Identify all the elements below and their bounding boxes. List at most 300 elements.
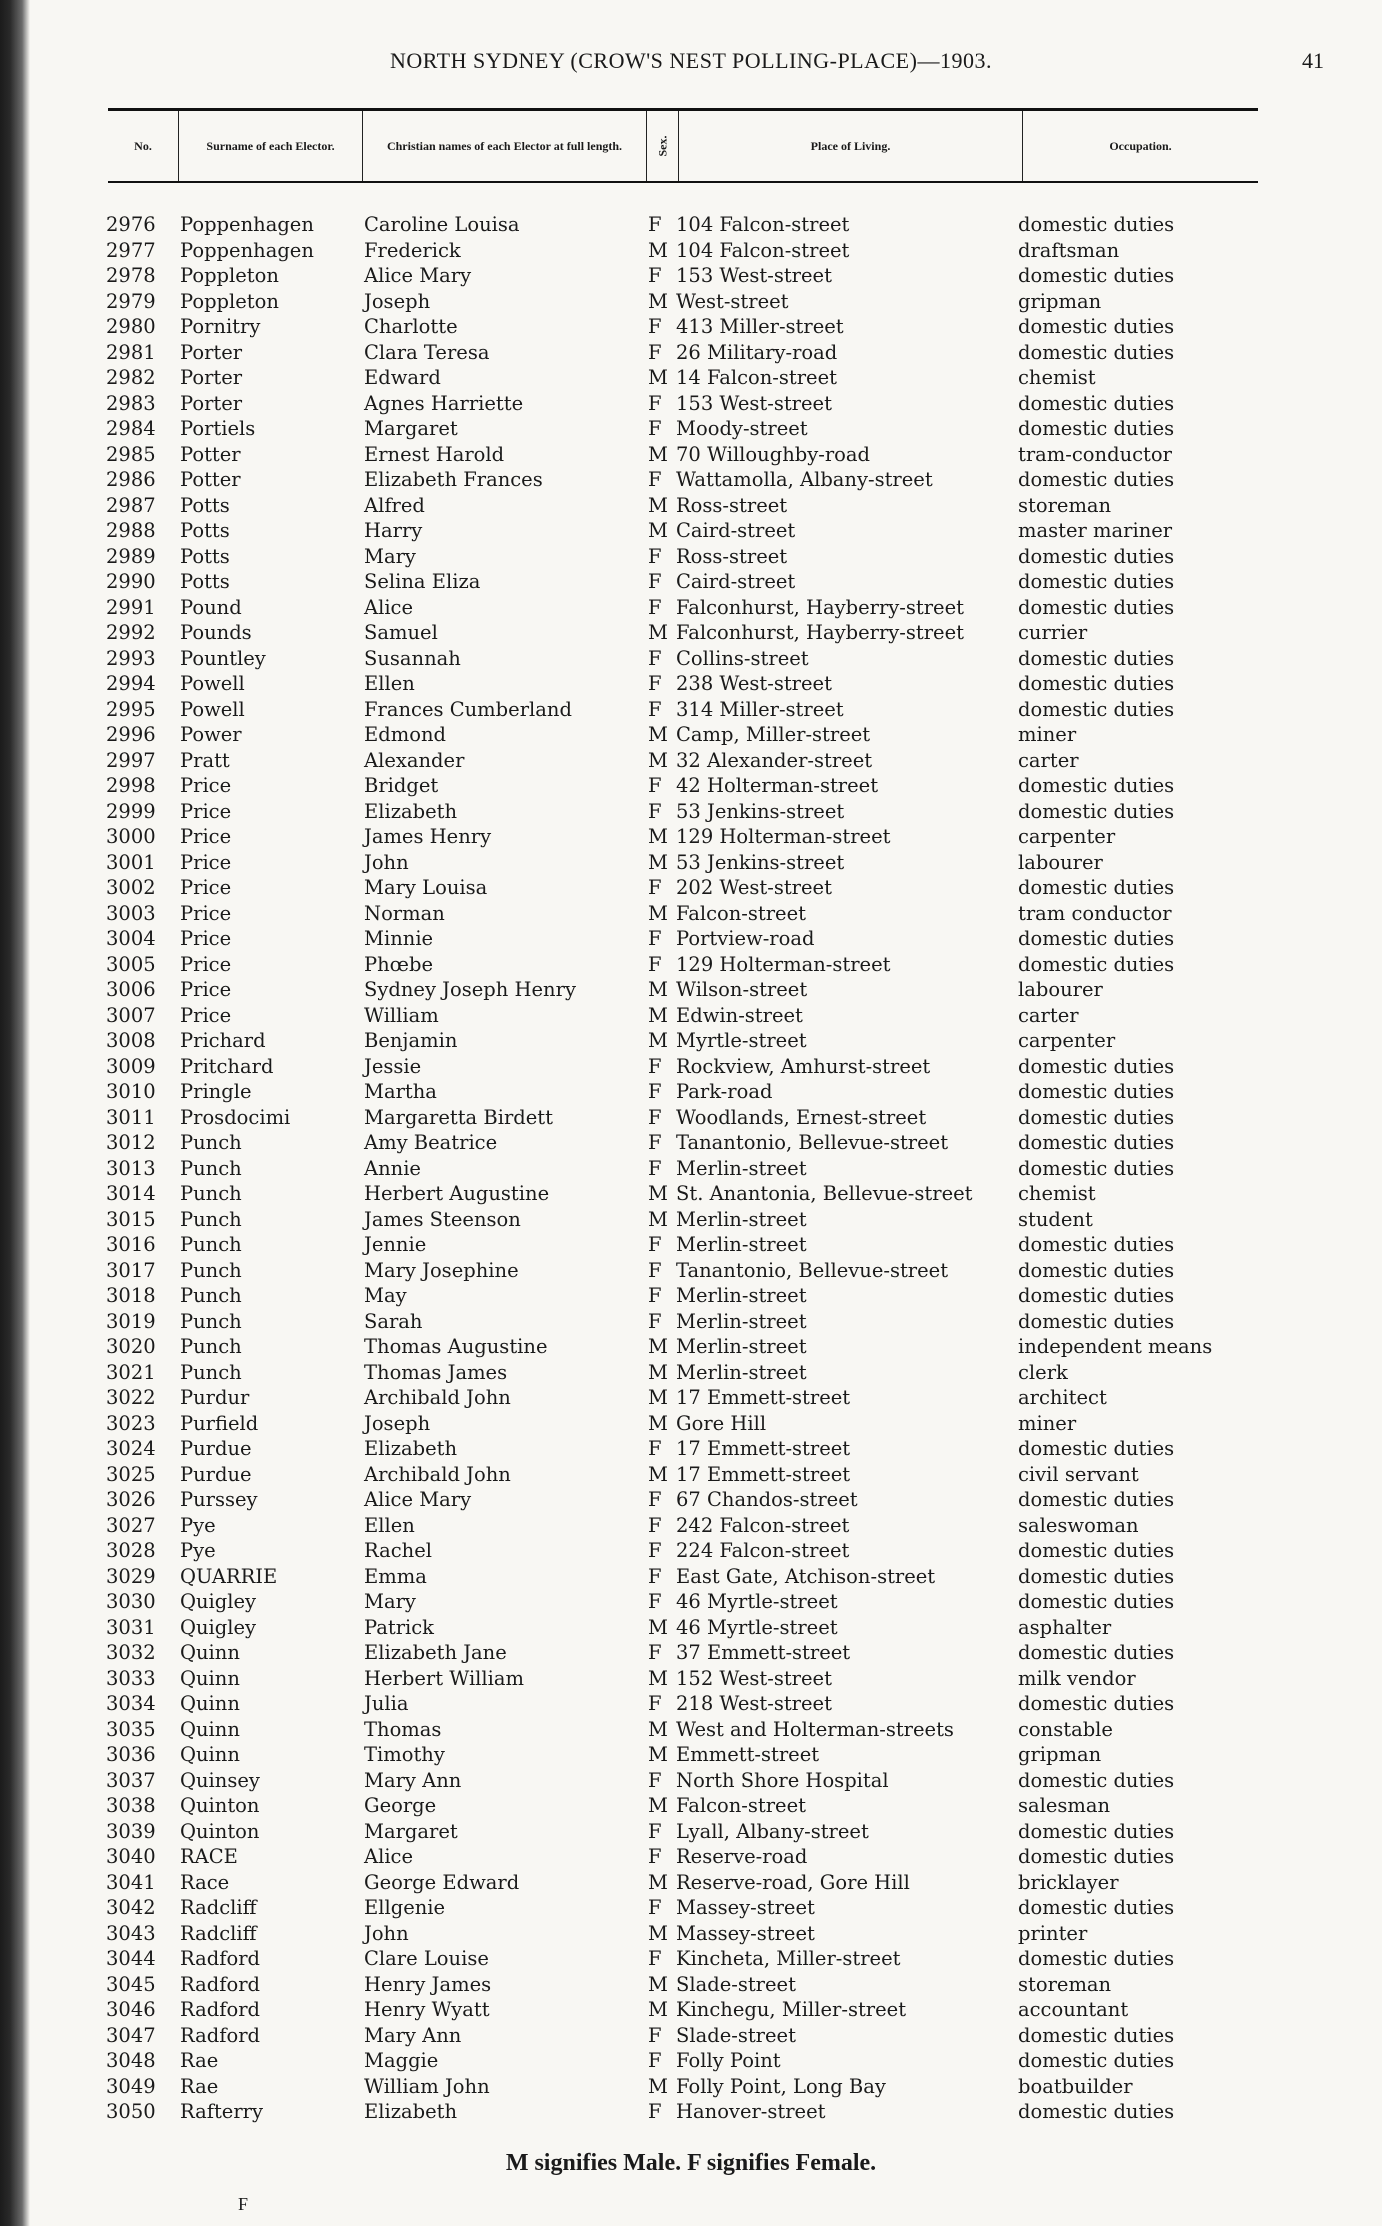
elector-number: 2996 [106,723,156,746]
elector-number: 3045 [106,1972,156,1996]
elector-number: 2987 [106,493,156,517]
elector-number: 3035 [106,1717,156,1741]
elector-number: 3029 [106,1564,156,1588]
column-header-christian-names: Christian names of each Elector at full length. [362,111,646,181]
table-row [0,1640,1382,1665]
place-of-living-cell: Massey-street [676,1921,815,1945]
surname-cell: Quinn [180,1692,240,1715]
elector-number: 3034 [106,1692,156,1715]
surname-cell: QUARRIE [180,1564,278,1588]
elector-number: 2984 [106,417,156,440]
occupation-cell: domestic duties [1018,1284,1175,1307]
place-of-living-cell: Merlin-street [676,1207,807,1231]
sex-cell: F [648,1054,662,1078]
surname-cell: Quigley [180,1590,257,1613]
table-row [0,1589,1382,1614]
christian-names-cell: Selina Eliza [364,570,481,593]
table-row [0,1742,1382,1767]
sex-cell: F [648,1845,662,1868]
sex-cell: F [648,1309,662,1333]
surname-cell: Poppenhagen [180,213,314,236]
elector-number: 2997 [106,748,156,772]
place-of-living-cell: Merlin-street [676,1360,807,1384]
place-of-living-cell: Merlin-street [676,1309,807,1333]
elector-number: 3042 [106,1896,156,1919]
christian-names-cell: Margaret [364,1819,458,1843]
place-of-living-cell: Kinchegu, Miller-street [676,1998,907,2021]
occupation-cell: domestic duties [1018,340,1175,364]
place-of-living-cell: 218 West-street [676,1692,832,1715]
sex-cell: M [648,1998,668,2021]
christian-names-cell: Timothy [364,1743,445,1766]
surname-cell: Portiels [180,417,256,440]
table-row [0,1717,1382,1742]
christian-names-cell: Mary Ann [364,2023,462,2047]
elector-number: 3006 [106,978,156,1001]
table-row [0,416,1382,441]
occupation-cell: domestic duties [1018,1156,1175,1180]
table-row [0,518,1382,543]
table-row [0,901,1382,926]
surname-cell: Quinsey [180,1768,260,1792]
christian-names-cell: Herbert William [364,1666,525,1690]
christian-names-cell: William [364,1003,439,1027]
christian-names-cell: George [364,1794,437,1817]
place-of-living-cell: Slade-street [676,2023,796,2047]
occupation-cell: domestic duties [1018,1947,1175,1970]
occupation-cell: domestic duties [1018,570,1175,593]
elector-number: 3011 [106,1105,156,1129]
christian-names-cell: Mary Louisa [364,876,488,899]
place-of-living-cell: 37 Emmett-street [676,1641,851,1664]
sex-cell: M [648,621,668,644]
table-row [0,697,1382,722]
place-of-living-cell: 153 West-street [676,391,832,415]
table-row [0,1538,1382,1563]
occupation-cell: labourer [1018,850,1103,874]
elector-number: 3004 [106,927,156,950]
elector-number: 2989 [106,544,156,568]
place-of-living-cell: Massey-street [676,1896,815,1919]
occupation-cell: domestic duties [1018,468,1175,491]
elector-number: 3005 [106,952,156,976]
sex-cell: F [648,1105,662,1129]
table-row [0,1793,1382,1818]
elector-number: 3017 [106,1258,156,1282]
sex-cell: M [648,1003,668,1027]
place-of-living-cell: Collins-street [676,646,809,670]
sex-cell: F [648,595,662,619]
sex-cell: F [648,340,662,364]
christian-names-cell: Joseph [364,289,431,313]
elector-number: 2993 [106,646,156,670]
occupation-cell: domestic duties [1018,1437,1175,1460]
place-of-living-cell: Ross-street [676,493,788,517]
surname-cell: Purdue [180,1437,252,1460]
christian-names-cell: Ellgenie [364,1896,446,1919]
column-header-place: Place of Living. [678,111,1022,181]
elector-number: 3025 [106,1462,156,1486]
christian-names-cell: William John [364,2074,490,2098]
place-of-living-cell: Gore Hill [676,1411,767,1435]
surname-cell: Pratt [180,748,230,772]
sex-cell: M [648,1207,668,1231]
surname-cell: Pounds [180,621,252,644]
elector-number: 2988 [106,519,156,542]
occupation-cell: domestic duties [1018,774,1175,797]
surname-cell: Price [180,850,232,874]
surname-cell: Quigley [180,1615,257,1639]
christian-names-cell: Susannah [364,646,461,670]
elector-number: 3023 [106,1411,156,1435]
occupation-cell: domestic duties [1018,1105,1175,1129]
place-of-living-cell: 104 Falcon-street [676,238,850,262]
place-of-living-cell: 67 Chandos-street [676,1488,858,1511]
christian-names-cell: Sydney Joseph Henry [364,978,576,1001]
christian-names-cell: Frederick [364,238,461,262]
surname-cell: Poppenhagen [180,238,314,262]
surname-cell: Punch [180,1258,242,1282]
sex-cell: M [648,1462,668,1486]
page-title: NORTH SYDNEY (CROW'S NEST POLLING-PLACE)—1903. [390,48,992,73]
sex-cell: M [648,442,668,466]
occupation-cell: student [1018,1207,1093,1231]
sex-cell: M [648,1335,668,1358]
christian-names-cell: Alice [364,1845,414,1868]
christian-names-cell: Joseph [364,1411,431,1435]
place-of-living-cell: Caird-street [676,519,796,542]
place-of-living-cell: 129 Holterman-street [676,825,891,848]
place-of-living-cell: 42 Holterman-street [676,774,879,797]
sex-cell: M [648,1386,668,1409]
christian-names-cell: Alice [364,595,414,619]
elector-number: 3016 [106,1233,156,1256]
elector-number: 3047 [106,2023,156,2047]
place-of-living-cell: East Gate, Atchison-street [676,1564,936,1588]
surname-cell: Purfield [180,1411,259,1435]
place-of-living-cell: Caird-street [676,570,796,593]
place-of-living-cell: Portview-road [676,927,815,950]
place-of-living-cell: Tanantonio, Bellevue-street [676,1131,949,1154]
sex-cell: M [648,238,668,262]
surname-cell: Punch [180,1182,242,1205]
printer-mark: F [238,2194,249,2214]
occupation-cell: domestic duties [1018,1258,1175,1282]
surname-cell: Price [180,825,232,848]
occupation-cell: domestic duties [1018,1590,1175,1613]
occupation-cell: domestic duties [1018,1845,1175,1868]
table-row [0,1768,1382,1793]
sex-cell: F [648,774,662,797]
christian-names-cell: Margaret [364,417,458,440]
elector-number: 3013 [106,1156,156,1180]
column-header-no: No. [134,139,152,153]
sex-cell: M [648,493,668,517]
surname-cell: Punch [180,1360,242,1384]
place-of-living-cell: St. Anantonia, Bellevue-street [676,1182,973,1205]
christian-names-cell: Jennie [364,1233,427,1256]
surname-cell: Radford [180,1972,260,1996]
surname-cell: Punch [180,1335,242,1358]
occupation-cell: domestic duties [1018,1309,1175,1333]
surname-cell: Price [180,774,232,797]
surname-cell: Quinn [180,1717,240,1741]
elector-number: 3015 [106,1207,156,1231]
surname-cell: Punch [180,1207,242,1231]
sex-cell: M [648,1972,668,1996]
christian-names-cell: Mary Josephine [364,1258,519,1282]
place-of-living-cell: 17 Emmett-street [676,1437,851,1460]
legend-note: M signifies Male. F signifies Female. [505,2150,877,2176]
place-of-living-cell: 46 Myrtle-street [676,1590,838,1613]
table-row [0,748,1382,773]
sex-cell: F [648,417,662,440]
christian-names-cell: James Steenson [364,1207,521,1231]
place-of-living-cell: Merlin-street [676,1284,807,1307]
table-row [0,2023,1382,2048]
place-of-living-cell: Slade-street [676,1972,796,1996]
elector-number: 3030 [106,1590,156,1613]
table-row [0,1258,1382,1283]
sex-cell: F [648,1284,662,1307]
sex-cell: M [648,289,668,313]
place-of-living-cell: 314 Miller-street [676,697,844,721]
place-of-living-cell: 153 West-street [676,264,832,287]
surname-cell: Pornitry [180,315,261,338]
elector-number: 3041 [106,1870,156,1894]
occupation-cell: accountant [1018,1998,1129,2021]
christian-names-cell: Thomas James [364,1360,508,1384]
elector-number: 3002 [106,876,156,899]
place-of-living-cell: Emmett-street [676,1743,820,1766]
christian-names-cell: Archibald John [364,1386,511,1409]
table-row [0,926,1382,951]
sex-cell: F [648,952,662,976]
surname-cell: Quinton [180,1819,260,1843]
christian-names-cell: Caroline Louisa [364,213,520,236]
surname-cell: Purdue [180,1462,252,1486]
table-row [0,1079,1382,1104]
elector-number: 2983 [106,391,156,415]
occupation-cell: storeman [1018,493,1112,517]
table-row [0,1054,1382,1079]
occupation-cell: domestic duties [1018,544,1175,568]
sex-cell: F [648,927,662,950]
table-row [0,1819,1382,1844]
christian-names-cell: Ellen [364,672,415,695]
elector-number: 2990 [106,570,156,593]
sex-cell: F [648,1437,662,1460]
elector-number: 3049 [106,2074,156,2098]
occupation-cell: constable [1018,1717,1113,1741]
place-of-living-cell: Moody-street [676,417,808,440]
occupation-cell: domestic duties [1018,1819,1175,1843]
table-row [0,1003,1382,1028]
elector-number: 3022 [106,1386,156,1409]
sex-cell: F [648,2023,662,2047]
christian-names-cell: Elizabeth Jane [364,1641,507,1664]
elector-number: 2999 [106,799,156,823]
christian-names-cell: Elizabeth [364,2100,458,2123]
occupation-cell: domestic duties [1018,672,1175,695]
surname-cell: Radford [180,1947,260,1970]
elector-number: 3050 [106,2100,156,2123]
table-row [0,1385,1382,1410]
place-of-living-cell: 70 Willoughby-road [676,442,871,466]
table-row [0,850,1382,875]
column-header-occupation: Occupation. [1022,111,1258,181]
place-of-living-cell: Edwin-street [676,1003,803,1027]
sex-cell: M [648,519,668,542]
sex-cell: M [648,748,668,772]
christian-names-cell: Charlotte [364,315,458,338]
surname-cell: Radford [180,2023,260,2047]
elector-number: 3032 [106,1641,156,1664]
sex-cell: M [648,1870,668,1894]
sex-cell: F [648,2100,662,2123]
surname-cell: Pritchard [180,1054,274,1078]
occupation-cell: chemist [1018,366,1096,389]
occupation-cell: master mariner [1018,519,1173,542]
occupation-cell: domestic duties [1018,1080,1175,1103]
christian-names-cell: Herbert Augustine [364,1182,550,1205]
table-row [0,824,1382,849]
occupation-cell: independent means [1018,1335,1213,1358]
elector-number: 3014 [106,1182,156,1205]
surname-cell: Radcliff [180,1921,257,1945]
elector-number: 3038 [106,1794,156,1817]
elector-number: 2991 [106,595,156,619]
elector-number: 3000 [106,825,156,848]
table-row [0,977,1382,1002]
table-row [0,1895,1382,1920]
place-of-living-cell: Wilson-street [676,978,808,1001]
sex-cell: F [648,1768,662,1792]
place-of-living-cell: 32 Alexander-street [676,748,873,772]
occupation-cell: domestic duties [1018,1488,1175,1511]
sex-cell: F [648,1692,662,1715]
sex-cell: F [648,213,662,236]
place-of-living-cell: 53 Jenkins-street [676,850,845,874]
place-of-living-cell: Falconhurst, Hayberry-street [676,621,964,644]
occupation-cell: domestic duties [1018,2049,1175,2072]
occupation-cell: domestic duties [1018,417,1175,440]
table-row [0,442,1382,467]
place-of-living-cell: Hanover-street [676,2100,826,2123]
surname-cell: Purssey [180,1488,258,1511]
place-of-living-cell: 238 West-street [676,672,832,695]
christian-names-cell: Patrick [364,1615,435,1639]
elector-number: 3033 [106,1666,156,1690]
occupation-cell: domestic duties [1018,213,1175,236]
occupation-cell: domestic duties [1018,595,1175,619]
table-row [0,1309,1382,1334]
christian-names-cell: Amy Beatrice [364,1131,498,1154]
sex-cell: F [648,1947,662,1970]
sex-cell: F [648,1896,662,1919]
surname-cell: Potts [180,493,230,517]
christian-names-cell: George Edward [364,1870,520,1894]
occupation-cell: currier [1018,621,1088,644]
sex-cell: M [648,825,668,848]
surname-cell: Price [180,927,232,950]
table-row [0,1334,1382,1359]
place-of-living-cell: 14 Falcon-street [676,366,837,389]
table-row [0,1462,1382,1487]
sex-cell: M [648,1743,668,1766]
table-row [0,1360,1382,1385]
sex-cell: M [648,1615,668,1639]
place-of-living-cell: Reserve-road [676,1845,808,1868]
elector-number: 3020 [106,1335,156,1358]
table-row [0,1130,1382,1155]
surname-cell: Quinn [180,1641,240,1664]
place-of-living-cell: Folly Point [676,2049,781,2072]
occupation-cell: printer [1018,1921,1088,1945]
christian-names-cell: Thomas [364,1717,442,1741]
sex-cell: M [648,1360,668,1384]
place-of-living-cell: Folly Point, Long Bay [676,2074,886,2098]
table-row [0,773,1382,798]
table-row [0,595,1382,620]
place-of-living-cell: West-street [676,289,789,313]
table-row [0,1487,1382,1512]
occupation-cell: architect [1018,1386,1107,1409]
occupation-cell: miner [1018,1411,1077,1435]
elector-number: 3012 [106,1131,156,1154]
surname-cell: Potts [180,544,230,568]
occupation-cell: civil servant [1018,1462,1139,1486]
surname-cell: Rafterry [180,2100,264,2123]
elector-number: 2982 [106,366,156,389]
christian-names-cell: Martha [364,1080,437,1103]
elector-number: 3007 [106,1003,156,1027]
elector-number: 2979 [106,289,156,313]
place-of-living-cell: 17 Emmett-street [676,1462,851,1486]
christian-names-cell: Edward [364,366,441,389]
sex-cell: M [648,1794,668,1817]
occupation-cell: domestic duties [1018,1233,1175,1256]
place-of-living-cell: North Shore Hospital [676,1768,889,1792]
occupation-cell: carter [1018,748,1079,772]
christian-names-cell: Mary [364,1590,416,1613]
place-of-living-cell: Merlin-street [676,1233,807,1256]
sex-cell: F [648,264,662,287]
sex-cell: F [648,1488,662,1511]
surname-cell: Race [180,1870,230,1894]
christian-names-cell: Jessie [364,1054,422,1078]
occupation-cell: storeman [1018,1972,1112,1996]
table-row [0,875,1382,900]
occupation-cell: miner [1018,723,1077,746]
place-of-living-cell: 152 West-street [676,1666,832,1690]
table-row [0,1207,1382,1232]
sex-cell: F [648,391,662,415]
occupation-cell: domestic duties [1018,264,1175,287]
place-of-living-cell: 53 Jenkins-street [676,799,845,823]
place-of-living-cell: Merlin-street [676,1156,807,1180]
table-row [0,365,1382,390]
sex-cell: F [648,1590,662,1613]
occupation-cell: domestic duties [1018,1768,1175,1792]
elector-number: 3001 [106,850,156,874]
table-row [0,1232,1382,1257]
occupation-cell: domestic duties [1018,876,1175,899]
occupation-cell: domestic duties [1018,315,1175,338]
elector-number: 2994 [106,672,156,695]
occupation-cell: chemist [1018,1182,1096,1205]
elector-number: 3010 [106,1080,156,1103]
